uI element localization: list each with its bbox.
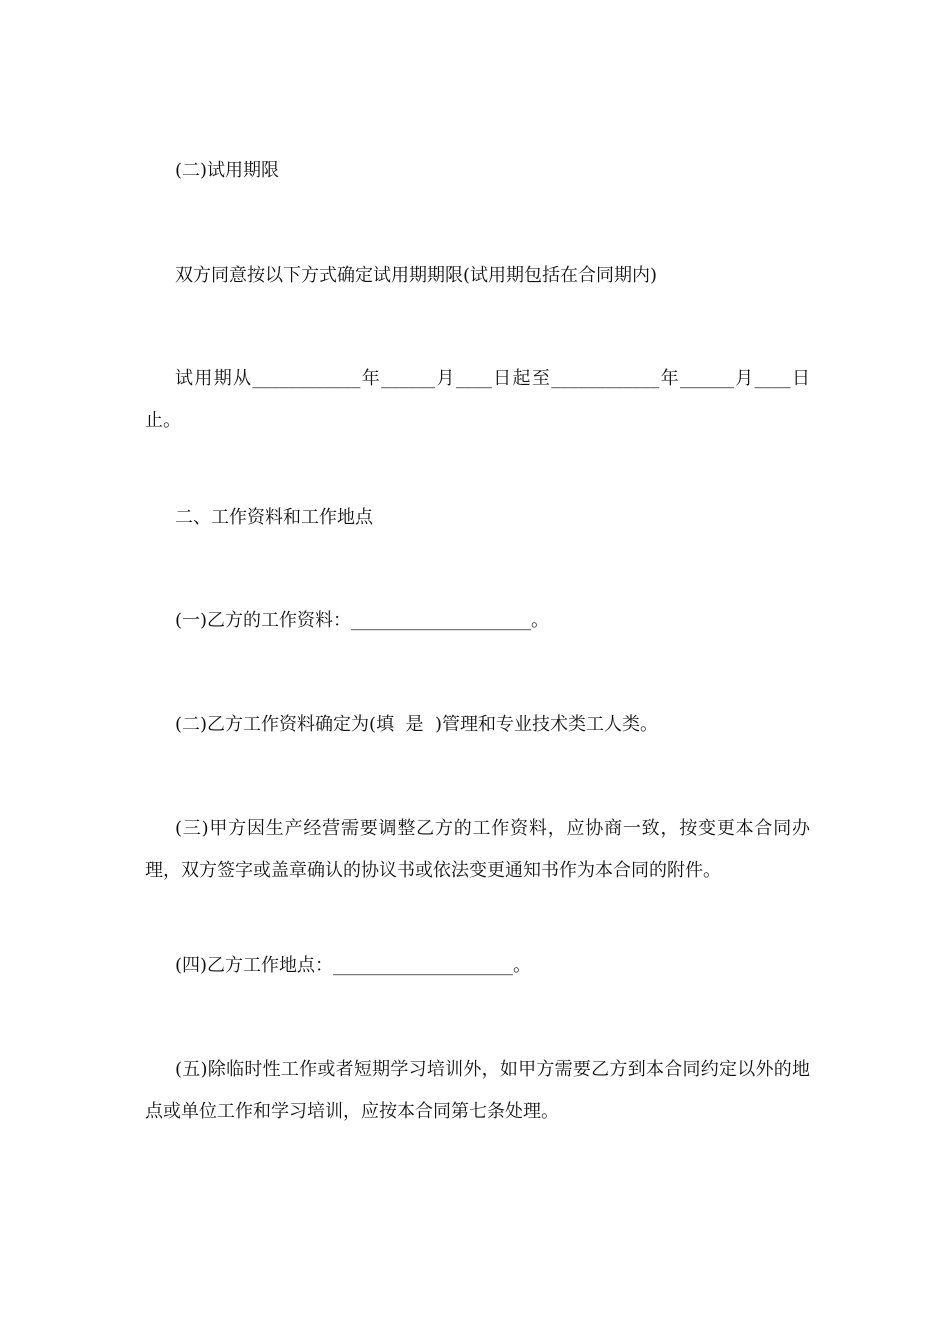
paragraph-work-adjustment: (三)甲方因生产经营需要调整乙方的工作资料，应协商一致，按变更本合同办理，双方签字或盖章确认的协议书或依法变更通知书作为本合同的附件。 bbox=[145, 818, 810, 881]
paragraph-temporary-work: (五)除临时性工作或者短期学习培训外，如甲方需要乙方到本合同约定以外的地点或单位工作和学习培训，应按本合同第七条处理。 bbox=[145, 1059, 810, 1122]
section-heading-work-content-location: 二、工作资料和工作地点 bbox=[175, 507, 373, 528]
paragraph-work-location: (四)乙方工作地点：____________________。 bbox=[175, 955, 532, 976]
paragraph-probation-agreement: 双方同意按以下方式确定试用期期限(试用期包括在合同期内) bbox=[175, 265, 658, 286]
paragraph-work-category: (二)乙方工作资料确定为(填 是 )管理和专业技术类工人类。 bbox=[175, 714, 658, 735]
paragraph-work-content: (一)乙方的工作资料：____________________。 bbox=[175, 610, 550, 631]
paragraph-probation-dates: 试用期从____________年______月____日起至____________年______月____日止。 bbox=[145, 368, 810, 431]
section-heading-probation-term: (二)试用期限 bbox=[175, 160, 280, 181]
